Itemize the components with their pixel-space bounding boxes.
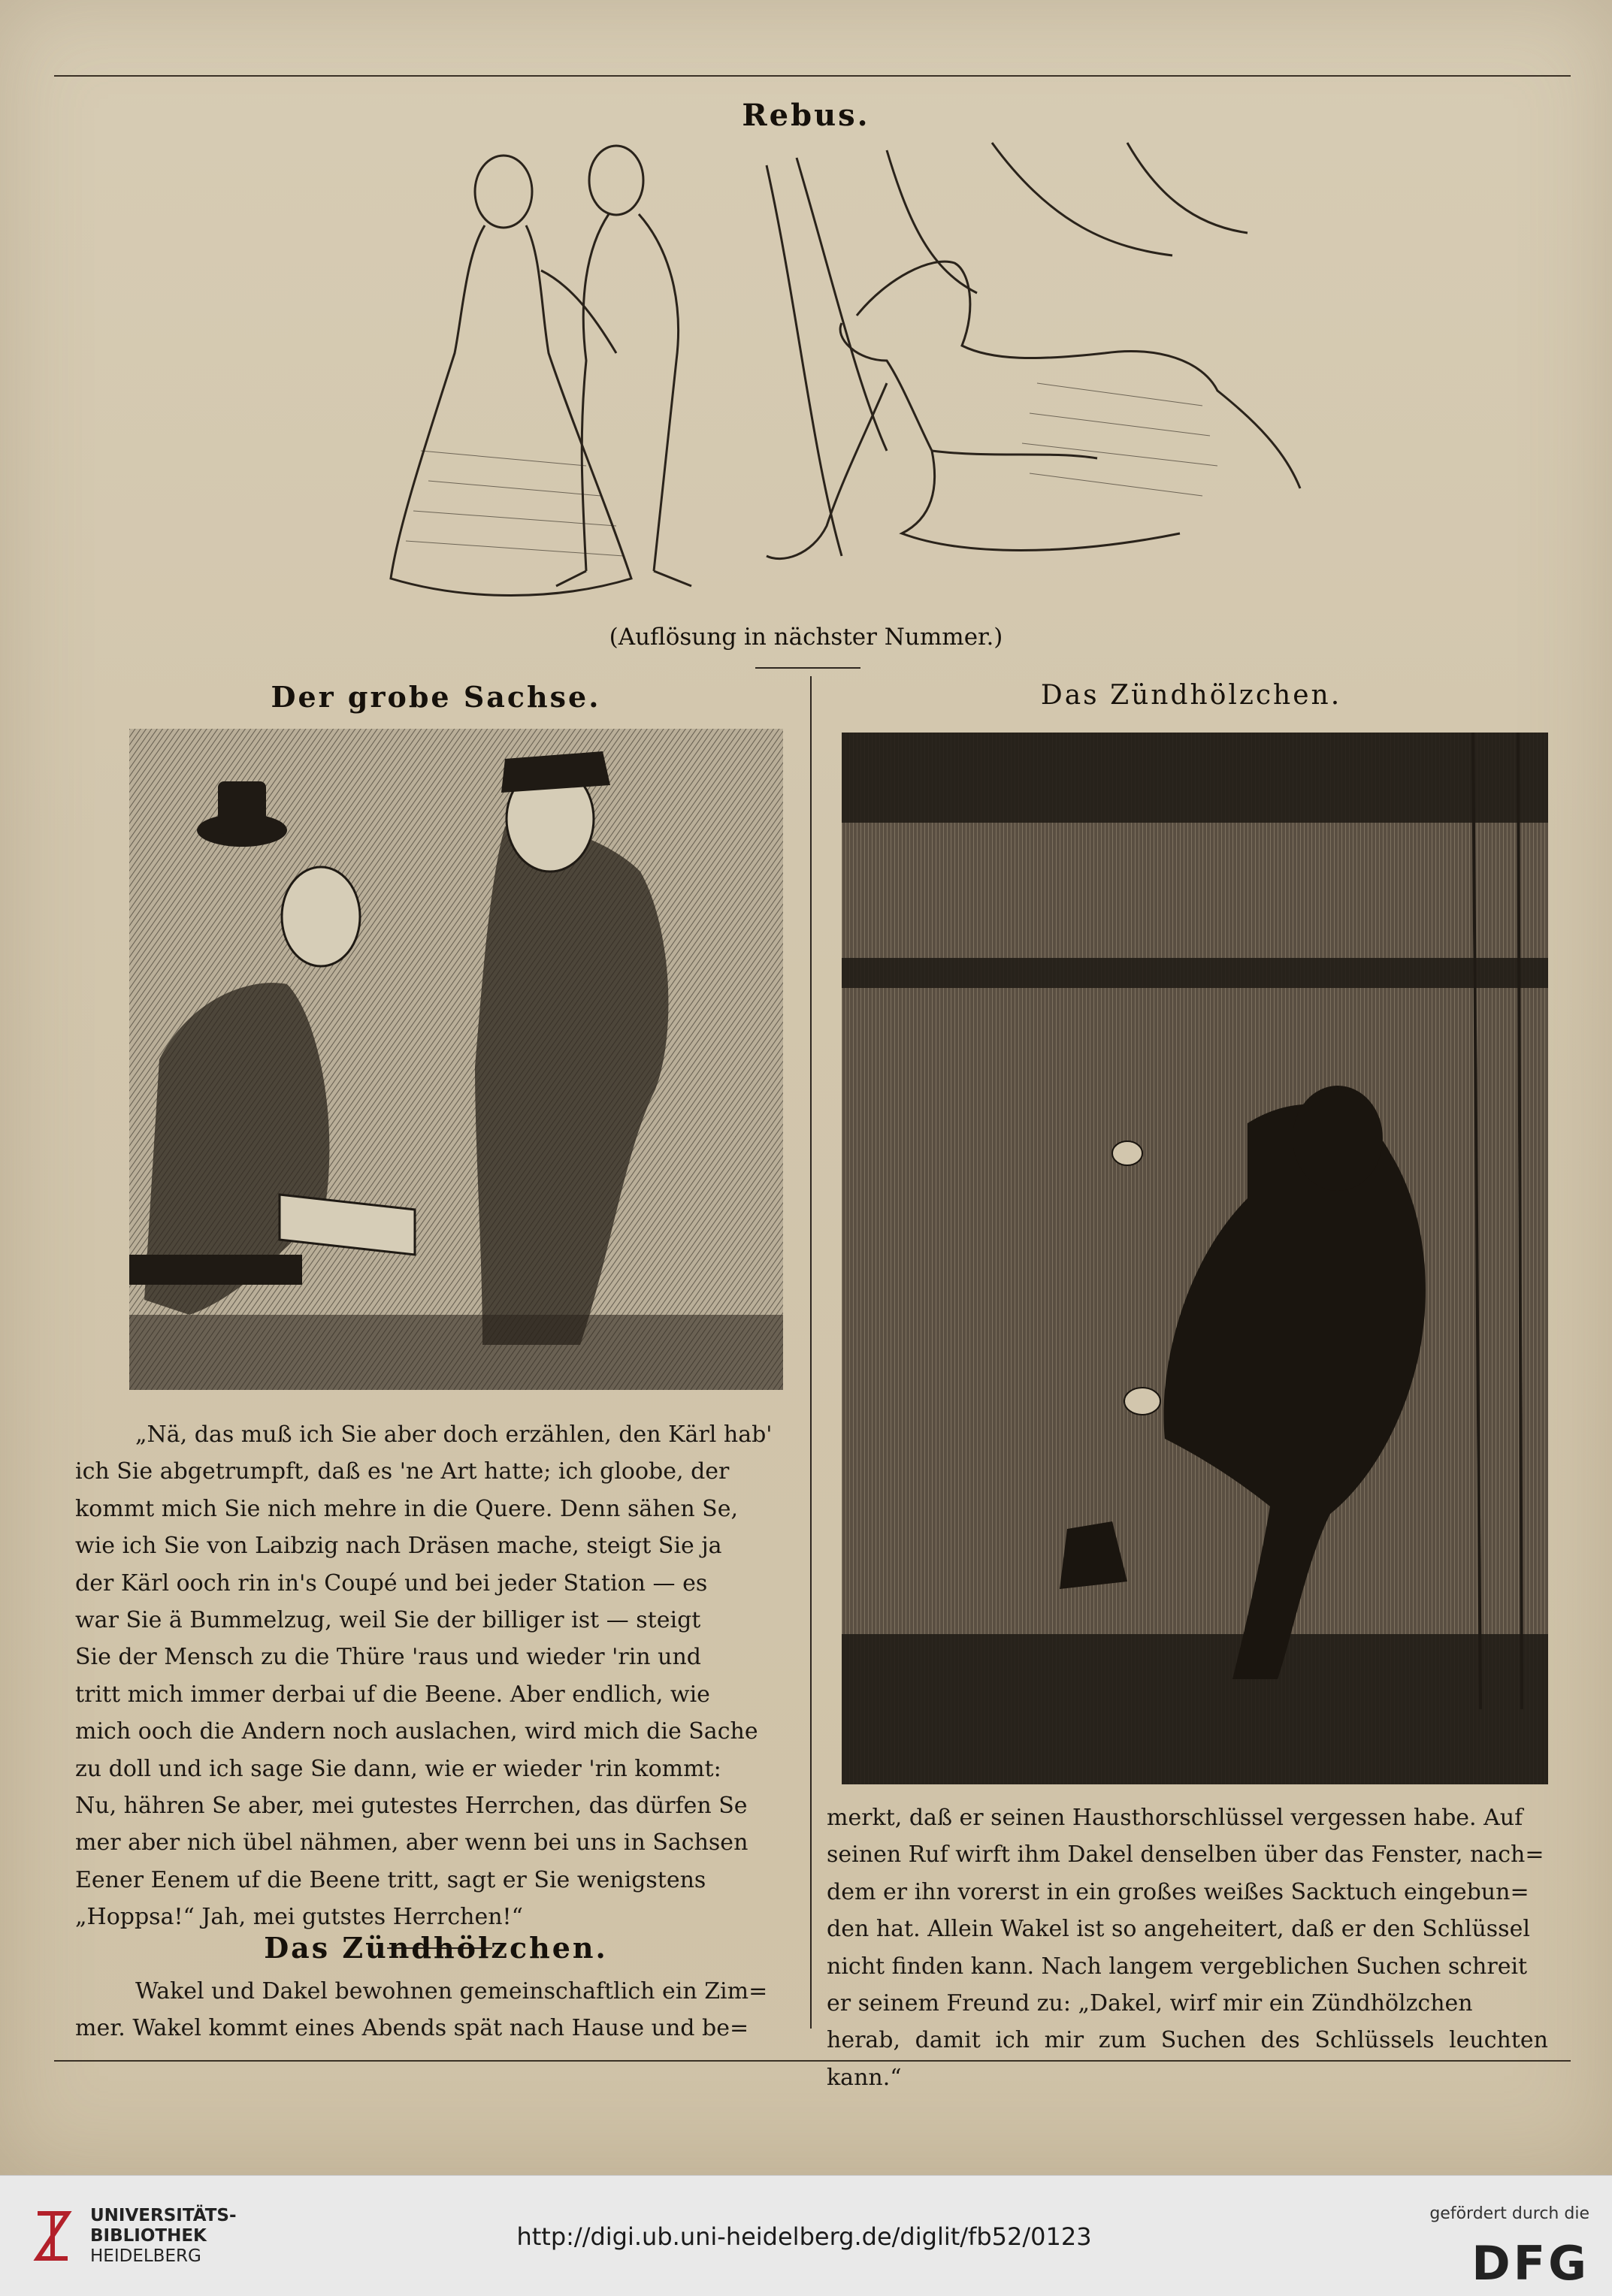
- dfg-logo: DFG: [1471, 2236, 1589, 2291]
- text-line: zu doll und ich sage Sie dann, wie er wieder 'rin kommt:: [75, 1755, 721, 1782]
- text-line: mich ooch die Andern noch auslachen, wird mich die Sache: [75, 1718, 758, 1745]
- text-line: Wakel und Dakel bewohnen gemeinschaftlich ein Zim=: [135, 1978, 768, 2004]
- right-story-title: Das Zündhölzchen.: [1040, 680, 1342, 711]
- story-text-right: [827, 1799, 1548, 2096]
- footer-bar: [0, 2175, 1612, 2296]
- rebus-caption: (Auflösung in nächster Nummer.): [609, 624, 1003, 651]
- text-line: kommt mich Sie nich mehre in die Quere. Denn sähen Se,: [75, 1495, 739, 1522]
- text-line: ich Sie abgetrumpft, daß es 'ne Art hatte; ich gloobe, der: [75, 1458, 730, 1485]
- railway-compartment-illustration: [129, 729, 783, 1390]
- text-line: herab, damit ich mir zum Suchen des Schlüssels leuchten kann.“: [827, 2027, 1548, 2091]
- left-story-title: Der grobe Sachse.: [271, 680, 601, 714]
- text-line: „Nä, das muß ich Sie aber doch erzählen, den Kärl hab': [135, 1421, 773, 1448]
- library-name-line: UNIVERSITÄTS-: [90, 2206, 237, 2225]
- text-line: „Hoppsa!“ Jah, mei gutstes Herrchen!“: [75, 1904, 523, 1931]
- text-line: mer. Wakel kommt eines Abends spät nach Hause und be=: [75, 2015, 749, 2042]
- story-title: Das Zündhölzchen.: [264, 1931, 608, 1965]
- text-line: wie ich Sie von Laibzig nach Dräsen mache, steigt Sie ja: [75, 1533, 722, 1560]
- left-story-text: [75, 1416, 798, 1936]
- text-line: er seinem Freund zu: „Dakel, wirf mir ein Zündhölzchen: [827, 1990, 1473, 2017]
- text-line: merkt, daß er seinen Hausthorschlüssel vergessen habe. Auf: [827, 1805, 1523, 1831]
- text-line: mer aber nich übel nähmen, aber wenn bei uns in Sachsen: [75, 1829, 749, 1856]
- text-line: der Kärl ooch rin in's Coupé und bei jeder Station — es: [75, 1569, 708, 1597]
- text-line: dem er ihn vorerst in ein großes weißes Sacktuch eingebun=: [827, 1878, 1529, 1905]
- text-line: war Sie ä Bummelzug, weil Sie der billiger ist — steigt: [75, 1607, 701, 1634]
- column-divider: [810, 676, 812, 2029]
- text-line: Nu, hähren Se aber, mei gutestes Herrchen, das dürfen Se: [75, 1793, 748, 1820]
- funding-note: gefördert durch die: [1429, 2204, 1589, 2223]
- text-line: Sie der Mensch zu die Thüre 'raus und wieder 'rin und: [75, 1644, 702, 1671]
- text-line: den hat. Allein Wakel ist so angeheitert, daß er den Schlüssel: [827, 1916, 1530, 1943]
- text-line: nicht finden kann. Nach langem vergeblichen Suchen schreit: [827, 1953, 1528, 1980]
- library-name-line: BIBLIOTHEK: [90, 2226, 207, 2246]
- matchstick-illustration: [842, 733, 1548, 1784]
- story-text-left: [75, 1973, 798, 2047]
- source-url-link[interactable]: http://digi.ub.uni-heidelberg.de/diglit/fb52/0123: [516, 2222, 1092, 2251]
- caption-divider: [755, 667, 860, 669]
- university-library-logo-icon: [30, 2206, 75, 2266]
- text-line: seinen Ruf wirft ihm Dakel denselben über das Fenster, nach=: [827, 1841, 1544, 1869]
- text-line: tritt mich immer derbai uf die Beene. Aber endlich, wie: [75, 1681, 710, 1708]
- text-line: Eener Eenem uf die Beene tritt, sagt er Sie wenigstens: [75, 1866, 706, 1893]
- rebus-title: Rebus.: [742, 98, 870, 133]
- rebus-illustration: [316, 135, 1308, 616]
- library-name: [90, 2206, 237, 2267]
- library-name-line: HEIDELBERG: [90, 2246, 201, 2266]
